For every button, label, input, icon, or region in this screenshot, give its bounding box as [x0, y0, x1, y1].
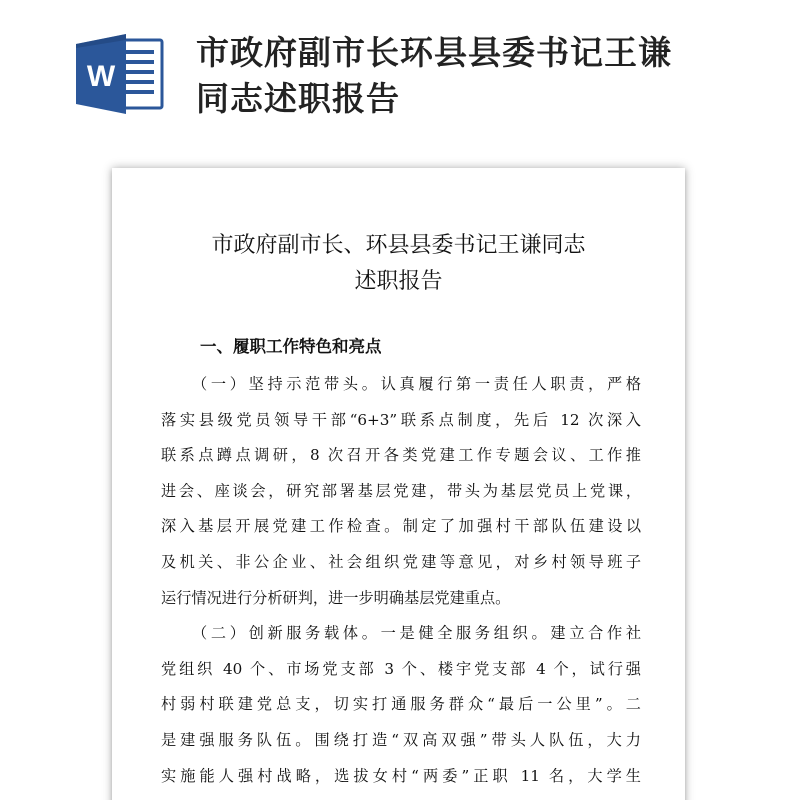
- page-title: [196, 30, 776, 122]
- page-title-line-2: 同志述职报告: [196, 79, 400, 118]
- body-line: 联系点蹲点调研，8 次召开各类党建工作专题会议、工作推: [161, 446, 641, 465]
- document-title-line-1: 市政府副市长、环县县委书记王谦同志: [211, 233, 586, 258]
- body-line: 是建强服务队伍。围绕打造“双高双强”带头人队伍，大力: [161, 730, 641, 749]
- body-line: 实施能人强村战略，选拔女村“两委”正职 11 名，大学生: [161, 766, 641, 785]
- body-line: 及机关、非公企业、社会组织党建等意见，对乡村领导班子: [161, 552, 641, 571]
- section-heading: 一、履职工作特色和亮点: [200, 337, 382, 356]
- body-line: 村弱村联建党总支，切实打通服务群众“最后一公里”。二: [161, 695, 641, 714]
- body-line: （二）创新服务载体。一是健全服务组织。建立合作社: [192, 624, 641, 643]
- word-document-icon: [76, 34, 166, 114]
- body-line: （一）坚持示范带头。认真履行第一责任人职责，严格: [192, 375, 641, 393]
- page-title-line-1: 市政府副市长环县县委书记王谦: [196, 33, 672, 72]
- document-title-line-2: 述职报告: [354, 269, 443, 294]
- body-line: 运行情况进行分析研判，进一步明确基层党建重点。: [161, 588, 511, 607]
- body-line: 落实县级党员领导干部“6+3”联系点制度，先后 12 次深入: [161, 410, 641, 429]
- body-line: 进会、座谈会，研究部署基层党建，带头为基层党员上党课，: [161, 481, 641, 500]
- body-line: 深入基层开展党建工作检查。制定了加强村干部队伍建设以: [161, 517, 641, 536]
- word-icon-letter: W: [86, 60, 116, 93]
- body-line: 党组织 40 个、市场党支部 3 个、楼宇党支部 4 个，试行强: [161, 659, 641, 678]
- body-text: [161, 367, 641, 794]
- document-title: [112, 228, 685, 300]
- header-banner: [0, 0, 800, 150]
- document-page: [112, 168, 685, 800]
